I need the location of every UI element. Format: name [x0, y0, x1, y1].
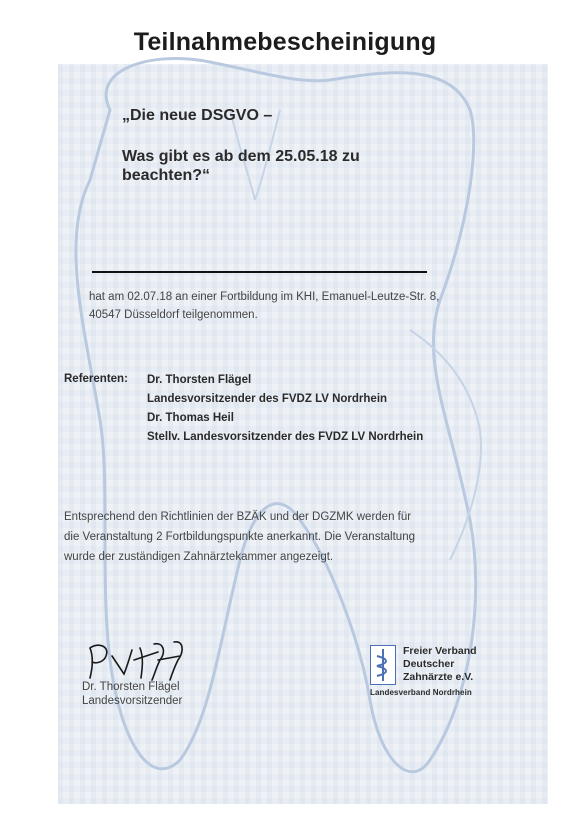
- attendance-line-2: 40547 Düsseldorf teilgenommen.: [89, 309, 258, 321]
- handwritten-signature: [84, 638, 194, 683]
- logo-subline: Landesverband Nordrhein: [370, 688, 472, 697]
- signer-block: [82, 680, 182, 708]
- course-topic-line-2: Was gibt es ab dem 25.05.18 zu beachten?“: [122, 148, 360, 184]
- accreditation-notice: [64, 507, 504, 567]
- logo-wordmark: [403, 645, 477, 684]
- notice-line-2: die Veranstaltung 2 Fortbildungspunkte anerkannt. Die Veranstaltung: [64, 531, 415, 543]
- notice-line-3: wurde der zuständigen Zahnärztekammer angezeigt.: [64, 551, 334, 563]
- caduceus-icon: [370, 645, 396, 685]
- speaker-name: Dr. Thorsten Flägel: [147, 374, 252, 386]
- course-topic: [122, 106, 422, 185]
- signer-name: Dr. Thorsten Flägel: [82, 681, 180, 693]
- speaker-role: Stellv. Landesvorsitzender des FVDZ LV Nordrhein: [147, 431, 424, 443]
- logo-line-2: Deutscher: [403, 658, 455, 670]
- notice-line-1: Entsprechend den Richtlinien der BZÄK und der DGZMK werden für: [64, 511, 412, 523]
- speaker-role: Landesvorsitzender des FVDZ LV Nordrhein: [147, 393, 388, 405]
- speakers-list: [147, 373, 507, 449]
- speakers-label: Referenten:: [64, 373, 128, 385]
- attendance-statement: [89, 288, 509, 324]
- course-topic-line-1: „Die neue DSGVO –: [122, 107, 273, 124]
- signer-title: Landesvorsitzender: [82, 695, 183, 707]
- fvdz-logo: [370, 645, 500, 705]
- page-title: Teilnahmebescheinigung: [133, 28, 437, 56]
- speaker-name: Dr. Thomas Heil: [147, 412, 234, 424]
- logo-line-3: Zahnärzte e.V.: [403, 671, 474, 683]
- logo-line-1: Freier Verband: [403, 645, 477, 657]
- attendance-line-1: hat am 02.07.18 an einer Fortbildung im KHI, Emanuel-Leutze-Str. 8,: [89, 291, 440, 303]
- name-line: [92, 271, 427, 273]
